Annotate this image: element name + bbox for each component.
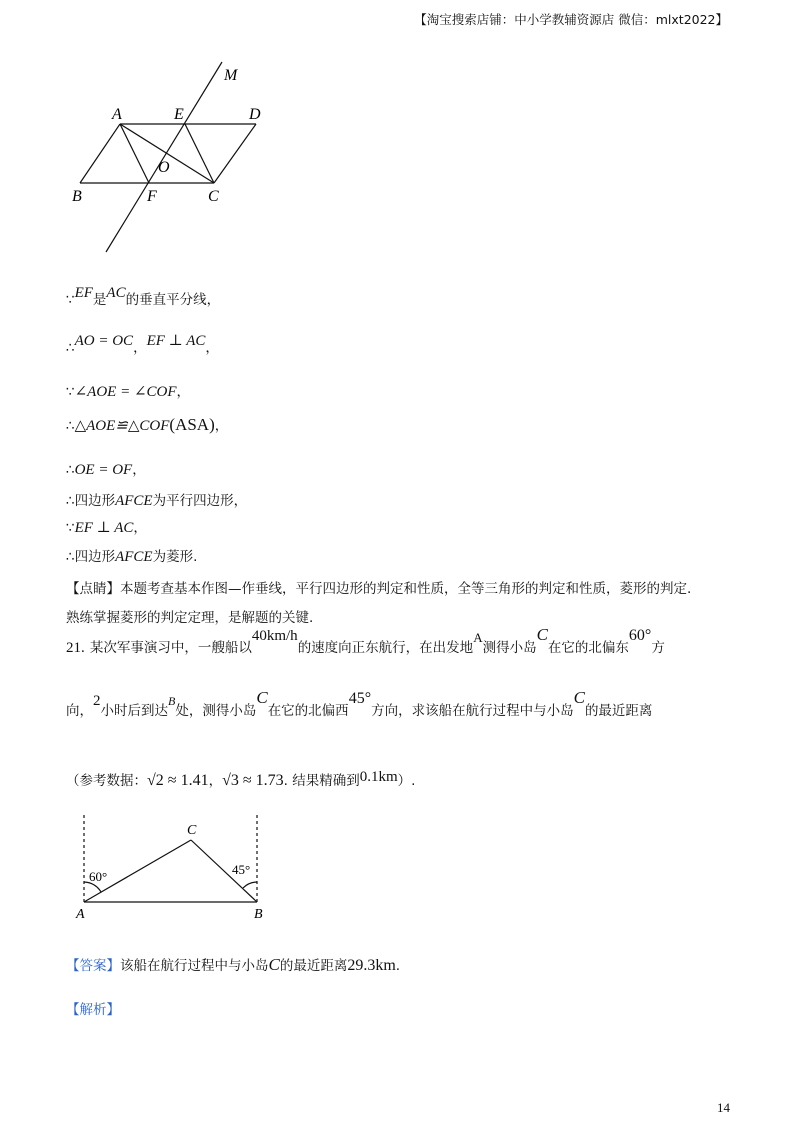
angle-label-a: 60° — [89, 869, 108, 884]
page-number: 14 — [717, 1100, 730, 1115]
comment-text: 本题考查基本作图—作垂线，平行四边形的判定和性质，全等三角形的判定和性质，菱形的判定. — [120, 581, 692, 597]
island-figure — [70, 810, 280, 925]
label-f: F — [147, 188, 157, 205]
comment-block — [66, 578, 746, 630]
label-c: C — [208, 188, 219, 205]
label-c: C — [187, 823, 197, 838]
label-b: B — [254, 907, 263, 922]
label-a: A — [112, 106, 122, 123]
page-header: 【淘宝搜索店铺：中小学教辅资源店 微信：mlxt2022】 — [414, 12, 728, 27]
proof-line-3: ∵∠AOE = ∠COF， — [66, 384, 191, 400]
question-line-3: （参考数据：√2 ≈ 1.41，√3 ≈ 1.73. 结果精确到0.1km）. — [66, 769, 416, 789]
label-a: A — [76, 907, 85, 922]
proof-line-1: ∵EF是AC的垂直平分线， — [66, 285, 221, 308]
label-b: B — [72, 188, 82, 205]
proof-line-5: ∴OE = OF， — [66, 462, 146, 478]
analysis-tag: 【解析】 — [66, 1002, 120, 1018]
question-line-2: 向，2小时后到达$^B$处，测得小岛C在它的北偏西45°方向，求该船在航行过程中与小岛C的最近距离 — [66, 688, 653, 719]
comment-line-2: 熟练掌握菱形的判定定理，是解题的关键. — [66, 610, 314, 626]
comment-line-1 — [66, 578, 746, 601]
proof-line-6: ∴四边形AFCE为平行四边形， — [66, 493, 248, 509]
proof-line-2: ∴AO = OC，EF ⊥ AC， — [66, 333, 219, 356]
proof-line-4: ∴△AOE≌△COF(ASA)， — [66, 415, 229, 434]
answer-line: 【答案】该船在航行过程中与小岛C的最近距离29.3km. — [66, 955, 401, 974]
parallelogram-figure — [60, 56, 280, 261]
segment-ab — [80, 124, 120, 183]
label-o: O — [158, 159, 170, 176]
answer-tag: 【答案】 — [66, 958, 120, 974]
angle-arc-b — [243, 882, 257, 888]
proof-line-7: ∵EF ⊥ AC， — [66, 520, 147, 536]
proof-line-8: ∴四边形AFCE为菱形. — [66, 549, 198, 565]
comment-tag: 【点睛】 — [66, 581, 120, 597]
label-d: D — [249, 106, 261, 123]
angle-label-b: 45° — [232, 862, 251, 877]
label-e: E — [174, 106, 184, 123]
label-m: M — [224, 67, 238, 84]
segment-dc — [214, 124, 256, 183]
line-mf — [106, 62, 222, 252]
question-line-1: 21. 某次军事演习中，一艘船以40km/h的速度向正东航行，在出发地$^A$测得小岛C在它的北偏东60°方 — [66, 625, 665, 656]
